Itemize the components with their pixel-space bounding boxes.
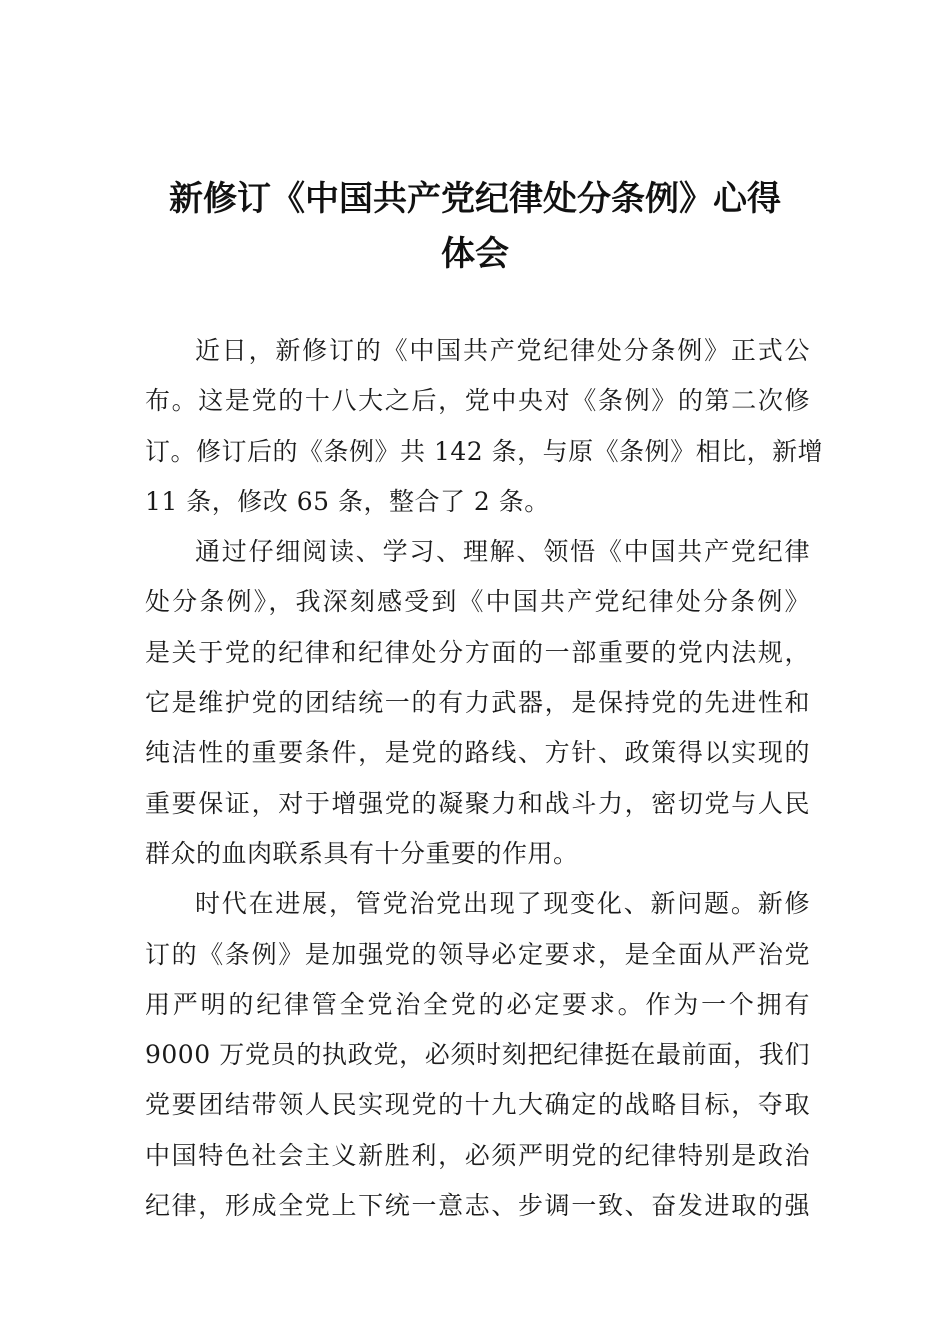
text-line: 党要团结带领人民实现党的十九大确定的战略目标，夺取 (145, 1090, 810, 1120)
text-line: 订的《条例》是加强党的领导必定要求，是全面从严治党 (145, 939, 810, 969)
text-line: 群众的血肉联系具有十分重要的作用。 (145, 838, 579, 868)
text-line: 处分条例》，我深刻感受到《中国共产党纪律处分条例》 (145, 587, 810, 617)
title-line: 体会 (441, 234, 509, 274)
text-line: 重要保证，对于增强党的凝聚力和战斗力，密切党与人民 (145, 788, 810, 818)
text-line: 11 条，修改 65 条，整合了 2 条。 (145, 486, 550, 516)
text-line: 通过仔细阅读、学习、理解、领悟《中国共产党纪律 (195, 537, 810, 567)
text-line: 订。修订后的《条例》共 142 条，与原《条例》相比，新增 (145, 436, 824, 466)
text-line: 中国特色社会主义新胜利，必须严明党的纪律特别是政治 (145, 1140, 810, 1170)
paragraph-2 (145, 527, 810, 879)
text-line: 它是维护党的团结统一的有力武器，是保持党的先进性和 (145, 688, 810, 718)
document-title (140, 172, 810, 282)
text-line: 是关于党的纪律和纪律处分方面的一部重要的党内法规， (145, 637, 810, 667)
text-line: 用严明的纪律管全党治全党的必定要求。作为一个拥有 (145, 989, 810, 1019)
paragraph-3 (145, 879, 810, 1231)
title-line: 新修订《中国共产党纪律处分条例》心得 (169, 179, 781, 219)
text-line: 纪律，形成全党上下统一意志、步调一致、奋发进取的强 (145, 1191, 810, 1221)
text-line: 时代在进展，管党治党出现了现变化、新问题。新修 (195, 889, 810, 919)
text-line: 纯洁性的重要条件，是党的路线、方针、政策得以实现的 (145, 738, 810, 768)
paragraph-1 (145, 326, 824, 527)
text-line: 近日，新修订的《中国共产党纪律处分条例》正式公 (195, 336, 810, 365)
text-line: 9000 万党员的执政党，必须时刻把纪律挺在最前面，我们 (145, 1040, 810, 1070)
document-body (145, 326, 824, 1231)
text-line: 布。这是党的十八大之后，党中央对《条例》的第二次修 (145, 386, 810, 416)
